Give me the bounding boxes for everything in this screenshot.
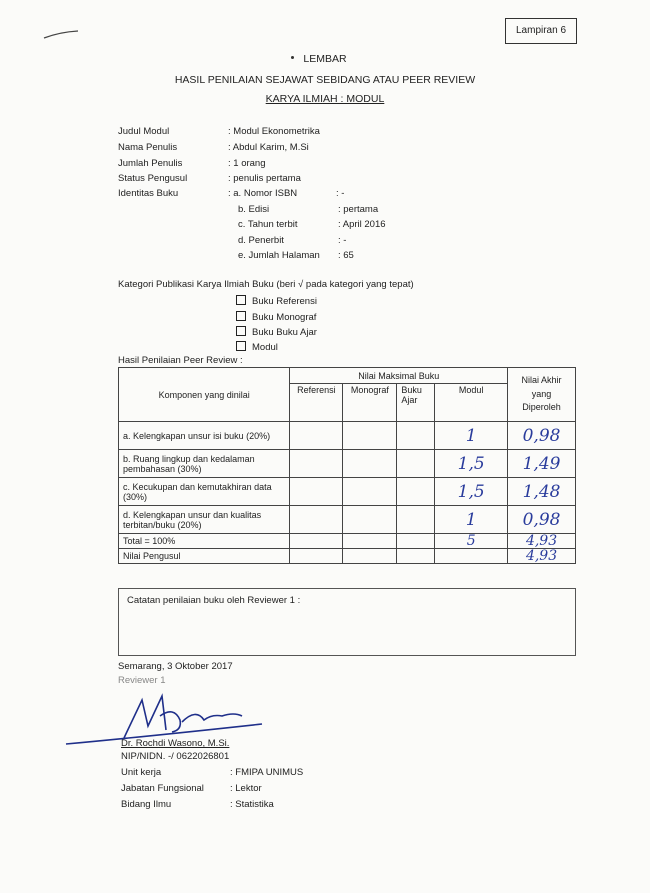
akhir-score: 1,49 (508, 450, 576, 478)
subcol-referensi: Referensi (290, 384, 343, 422)
identity-label: Nama Penulis (118, 142, 178, 153)
kategori-option (236, 341, 278, 353)
empty-cell (343, 549, 397, 564)
akhir-score: 0,98 (508, 506, 576, 534)
identity-value: : Abdul Karim, M.Si (228, 142, 309, 153)
lampiran-box: Lampiran 6 (505, 18, 577, 44)
identity-value: : Modul Ekonometrika (228, 126, 320, 137)
detail-label: Unit kerja (121, 767, 162, 778)
review-heading: Hasil Penilaian Peer Review : (118, 355, 243, 366)
kategori-title: Kategori Publikasi Karya Ilmiah Buku (beri √ pada kategori yang tepat) (118, 279, 414, 290)
empty-cell (290, 506, 343, 534)
identity-value: : 1 orang (228, 158, 266, 169)
total-label: Total = 100% (119, 534, 290, 549)
reviewer-role: Reviewer 1 (118, 675, 166, 686)
checkbox-icon (236, 311, 246, 321)
empty-cell (343, 478, 397, 506)
reviewer-nip: NIP/NIDN. -/ 0622026801 (121, 751, 230, 762)
empty-cell (343, 450, 397, 478)
book-detail-label: d. Penerbit (238, 235, 284, 246)
kategori-option-label: Buku Monograf (252, 312, 317, 323)
subcol-monograf: Monograf (343, 384, 397, 422)
book-detail-value: : April 2016 (338, 219, 386, 230)
pengusul-label: Nilai Pengusul (119, 549, 290, 564)
title-line-1: LEMBAR (303, 53, 347, 65)
col-komponen: Komponen yang dinilai (119, 368, 290, 422)
table-row-total (119, 534, 576, 549)
modul-score: 1 (435, 422, 508, 450)
detail-label: Bidang Ilmu (121, 799, 172, 810)
checkbox-icon (236, 341, 246, 351)
book-detail-value: : 65 (338, 250, 354, 261)
title-line-2: HASIL PENILAIAN SEJAWAT SEBIDANG ATAU PEER REVIEW (174, 74, 476, 86)
komponen-cell: b. Ruang lingkup dan kedalaman pembahasan (30%) (119, 450, 290, 478)
empty-cell (343, 422, 397, 450)
book-detail-value: : pertama (338, 204, 379, 215)
modul-score: 1,5 (435, 450, 508, 478)
book-detail-value: : - (338, 235, 347, 246)
title-line-3: KARYA ILMIAH : MODUL (265, 93, 385, 105)
empty-cell (397, 422, 435, 450)
kategori-option-label: Modul (252, 342, 278, 353)
modul-score: 1,5 (435, 478, 508, 506)
empty-cell (290, 534, 343, 549)
empty-cell (397, 534, 435, 549)
identity-label: Jumlah Penulis (118, 158, 183, 169)
review-table (118, 367, 576, 564)
checkbox-icon (236, 295, 246, 305)
col-nilai-maks: Nilai Maksimal Buku (290, 368, 508, 384)
empty-cell (290, 422, 343, 450)
identity-label: Judul Modul (118, 126, 170, 137)
komponen-cell: c. Kecukupan dan kemutakhiran data (30%) (119, 478, 290, 506)
total-akhir: 4,93 (508, 534, 576, 549)
empty-cell (397, 549, 435, 564)
empty-cell (290, 450, 343, 478)
kategori-option (236, 311, 316, 323)
akhir-score: 0,98 (508, 422, 576, 450)
kategori-option (236, 326, 317, 338)
scan-mark (42, 28, 82, 42)
akhir-score: 1,48 (508, 478, 576, 506)
book-detail-label: c. Tahun terbit (238, 219, 298, 230)
empty-cell (343, 506, 397, 534)
isbn-value: : - (336, 188, 345, 199)
modul-score: 1 (435, 506, 508, 534)
total-modul: 5 (435, 534, 508, 549)
col-nilai-akhir: Nilai Akhir yang Diperoleh (508, 368, 576, 422)
detail-value: : Lektor (230, 783, 262, 794)
subcol-modul: Modul (435, 384, 508, 422)
komponen-cell: a. Kelengkapan unsur isi buku (20%) (119, 422, 290, 450)
subcol-buku-ajar: Buku Ajar (397, 384, 435, 422)
catatan-box (118, 588, 576, 656)
book-detail-label: e. Jumlah Halaman (238, 250, 320, 261)
kategori-option (236, 295, 317, 307)
komponen-cell: d. Kelengkapan unsur dan kualitas terbitan/buku (20%) (119, 506, 290, 534)
empty-cell (290, 549, 343, 564)
identity-label: Identitas Buku (118, 188, 179, 199)
reviewer-name: Dr. Rochdi Wasono, M.Si. (121, 738, 230, 749)
table-row-pengusul (119, 549, 576, 564)
empty-cell (435, 549, 508, 564)
identity-value: : a. Nomor ISBN (228, 188, 298, 199)
empty-cell (343, 534, 397, 549)
empty-cell (397, 478, 435, 506)
detail-label: Jabatan Fungsional (121, 783, 204, 794)
table-row (119, 478, 576, 506)
kategori-option-label: Buku Referensi (252, 296, 317, 307)
detail-value: : FMIPA UNIMUS (230, 767, 304, 778)
catatan-label: Catatan penilaian buku oleh Reviewer 1 : (127, 595, 301, 606)
table-row (119, 422, 576, 450)
identity-label: Status Pengusul (118, 173, 188, 184)
identity-value: : penulis pertama (228, 173, 301, 184)
book-detail-label: b. Edisi (238, 204, 270, 215)
kategori-option-label: Buku Buku Ajar (252, 327, 317, 338)
checkbox-icon (236, 326, 246, 336)
empty-cell (290, 478, 343, 506)
place-date: Semarang, 3 Oktober 2017 (118, 661, 233, 672)
empty-cell (397, 506, 435, 534)
detail-value: : Statistika (230, 799, 274, 810)
table-row (119, 450, 576, 478)
table-row (119, 506, 576, 534)
empty-cell (397, 450, 435, 478)
pengusul-akhir: 4,93 (508, 549, 576, 564)
